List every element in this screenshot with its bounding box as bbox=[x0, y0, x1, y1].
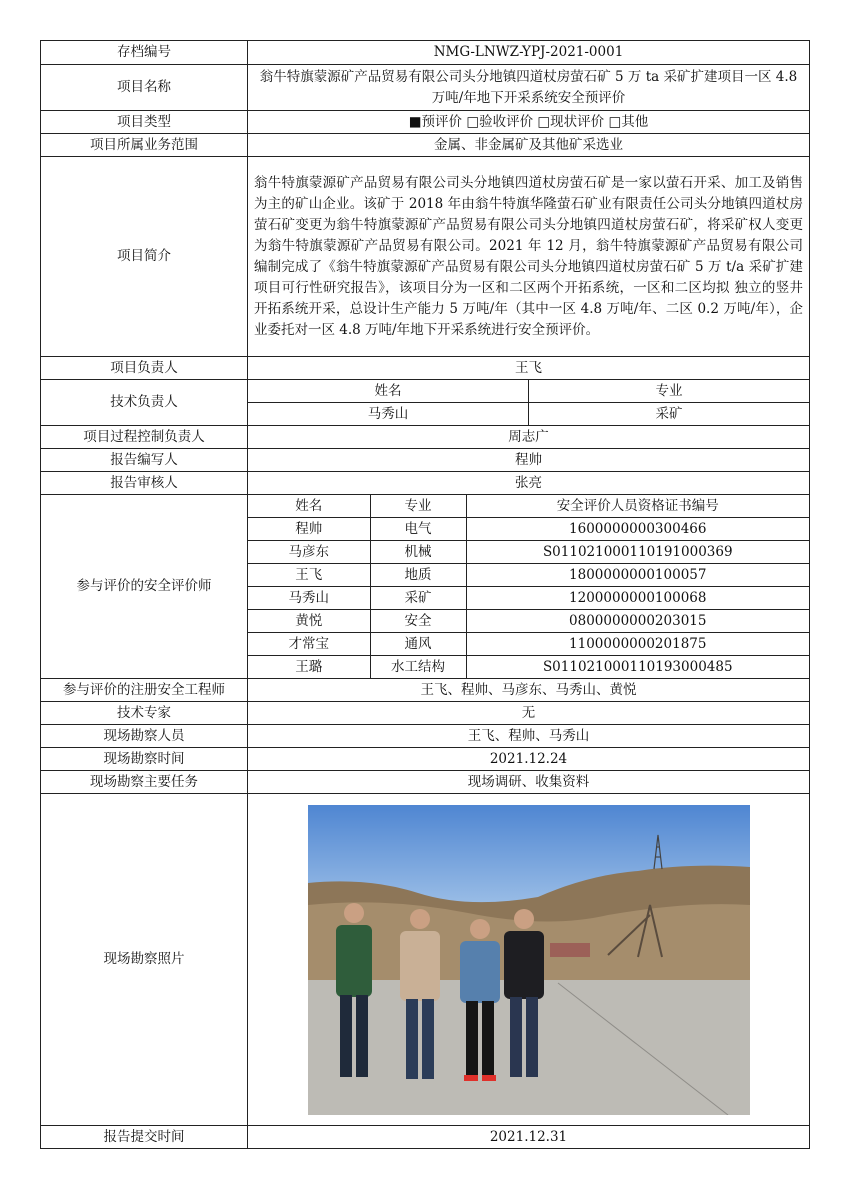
table-row: 王璐 水工结构 S011021000110193000485 bbox=[248, 656, 809, 679]
tech-leader-name-header: 姓名 bbox=[374, 383, 402, 399]
tech-leader-major-header: 专业 bbox=[529, 380, 810, 403]
process-control-value: 周志广 bbox=[248, 426, 810, 449]
checkbox-acceptance-evaluation: □验收评价 bbox=[466, 113, 534, 130]
evaluators-header-name: 姓名 bbox=[295, 498, 323, 514]
reviewer-value: 张亮 bbox=[248, 472, 810, 495]
project-leader-label: 项目负责人 bbox=[41, 357, 248, 380]
submit-time-value: 2021.12.31 bbox=[248, 1126, 810, 1149]
evaluators-subtable bbox=[248, 495, 809, 678]
engineers-label: 参与评价的注册安全工程师 bbox=[41, 679, 248, 702]
row-project-type bbox=[41, 111, 810, 134]
project-type-label: 项目类型 bbox=[41, 111, 248, 134]
intro-text: 翁牛特旗蒙源矿产品贸易有限公司头分地镇四道杖房萤石矿是一家以萤石开采、加工及销售为主的矿山企业。该矿于 2018 年由翁牛特旗华隆萤石矿业有限责任公司头分地镇四道杖房萤石矿变更为翁牛特旗蒙源矿产品贸易有限公司头分地镇四道杖房萤石矿，将采矿权人变更为翁牛特旗蒙源矿产品贸易有限公司。2021 年 12 月，翁牛特旗蒙源矿产品贸易有限公司编制完成了《翁牛特旗蒙源矿产品贸易有限公司头分地镇四道杖房萤石矿 5 万 t/a 采矿扩建项目可行性研究报告》，该项目分为一区和二区两个开拓系统，一区和二区均拟 独立的竖井开拓系统开采，总设计生产能力 5 万吨/年（其中一区 4.8 万吨/年、二区 0.2 万吨/年），企业委托对一区 4.8 万吨/年地下开采系统进行安全预评价。 bbox=[248, 157, 810, 357]
archive-no-label: 存档编号 bbox=[41, 41, 248, 65]
row-evaluators bbox=[41, 495, 810, 679]
survey-time-label: 现场勘察时间 bbox=[41, 748, 248, 771]
row-survey-staff bbox=[41, 725, 810, 748]
tech-leader-subtable bbox=[248, 380, 809, 425]
tech-leader-name: 马秀山 bbox=[248, 403, 529, 426]
row-business-scope bbox=[41, 134, 810, 157]
project-type-options bbox=[248, 111, 810, 134]
reviewer-label: 报告审核人 bbox=[41, 472, 248, 495]
row-engineers bbox=[41, 679, 810, 702]
row-submit-time bbox=[41, 1126, 810, 1149]
row-project-name bbox=[41, 65, 810, 111]
project-name-label: 项目名称 bbox=[41, 65, 248, 111]
table-row: 马彦东 机械 S011021000110191000369 bbox=[248, 541, 809, 564]
row-process-control bbox=[41, 426, 810, 449]
table-row: 才常宝 通风 1100000000201875 bbox=[248, 633, 809, 656]
row-survey-task bbox=[41, 771, 810, 794]
experts-label: 技术专家 bbox=[41, 702, 248, 725]
checkbox-status-evaluation: □现状评价 bbox=[537, 113, 605, 130]
table-row: 黄悦 安全 0800000000203015 bbox=[248, 610, 809, 633]
writer-label: 报告编写人 bbox=[41, 449, 248, 472]
row-experts bbox=[41, 702, 810, 725]
row-survey-photo bbox=[41, 794, 810, 1126]
engineers-value: 王飞、程帅、马彦东、马秀山、黄悦 bbox=[248, 679, 810, 702]
experts-value: 无 bbox=[248, 702, 810, 725]
row-archive-no bbox=[41, 41, 810, 65]
survey-staff-label: 现场勘察人员 bbox=[41, 725, 248, 748]
survey-time-value: 2021.12.24 bbox=[248, 748, 810, 771]
tech-leader-major: 采矿 bbox=[529, 403, 810, 426]
writer-value: 程帅 bbox=[248, 449, 810, 472]
project-leader-value: 王飞 bbox=[248, 357, 810, 380]
survey-photo-label: 现场勘察照片 bbox=[41, 794, 248, 1126]
evaluators-label: 参与评价的安全评价师 bbox=[41, 495, 248, 679]
survey-task-value: 现场调研、收集资料 bbox=[248, 771, 810, 794]
report-info-table bbox=[40, 40, 810, 1149]
business-scope-value: 金属、非金属矿及其他矿采选业 bbox=[248, 134, 810, 157]
table-row: 程帅 电气 1600000000300466 bbox=[248, 518, 809, 541]
site-survey-photo bbox=[308, 805, 750, 1115]
business-scope-label: 项目所属业务范围 bbox=[41, 134, 248, 157]
row-tech-leader bbox=[41, 380, 810, 426]
survey-staff-value: 王飞、程帅、马秀山 bbox=[248, 725, 810, 748]
row-reviewer bbox=[41, 472, 810, 495]
project-name-value: 翁牛特旗蒙源矿产品贸易有限公司头分地镇四道杖房萤石矿 5 万 ta 采矿扩建项目一区 4.8 万吨/年地下开采系统安全预评价 bbox=[248, 65, 810, 111]
submit-time-label: 报告提交时间 bbox=[41, 1126, 248, 1149]
evaluators-header-cert: 安全评价人员资格证书编号 bbox=[466, 495, 809, 518]
row-survey-time bbox=[41, 748, 810, 771]
checkbox-pre-evaluation: ■预评价 bbox=[408, 113, 463, 130]
checkbox-other: □其他 bbox=[608, 113, 649, 130]
row-project-leader bbox=[41, 357, 810, 380]
archive-no-value: NMG-LNWZ-YPJ-2021-0001 bbox=[248, 41, 810, 65]
row-intro bbox=[41, 157, 810, 357]
survey-task-label: 现场勘察主要任务 bbox=[41, 771, 248, 794]
table-row: 王飞 地质 1800000000100057 bbox=[248, 564, 809, 587]
table-row: 马秀山 采矿 1200000000100068 bbox=[248, 587, 809, 610]
intro-label: 项目简介 bbox=[41, 157, 248, 357]
evaluators-header-major: 专业 bbox=[370, 495, 466, 518]
process-control-label: 项目过程控制负责人 bbox=[41, 426, 248, 449]
tech-leader-label: 技术负责人 bbox=[41, 380, 248, 426]
row-writer bbox=[41, 449, 810, 472]
evaluators-header-row bbox=[248, 495, 809, 518]
